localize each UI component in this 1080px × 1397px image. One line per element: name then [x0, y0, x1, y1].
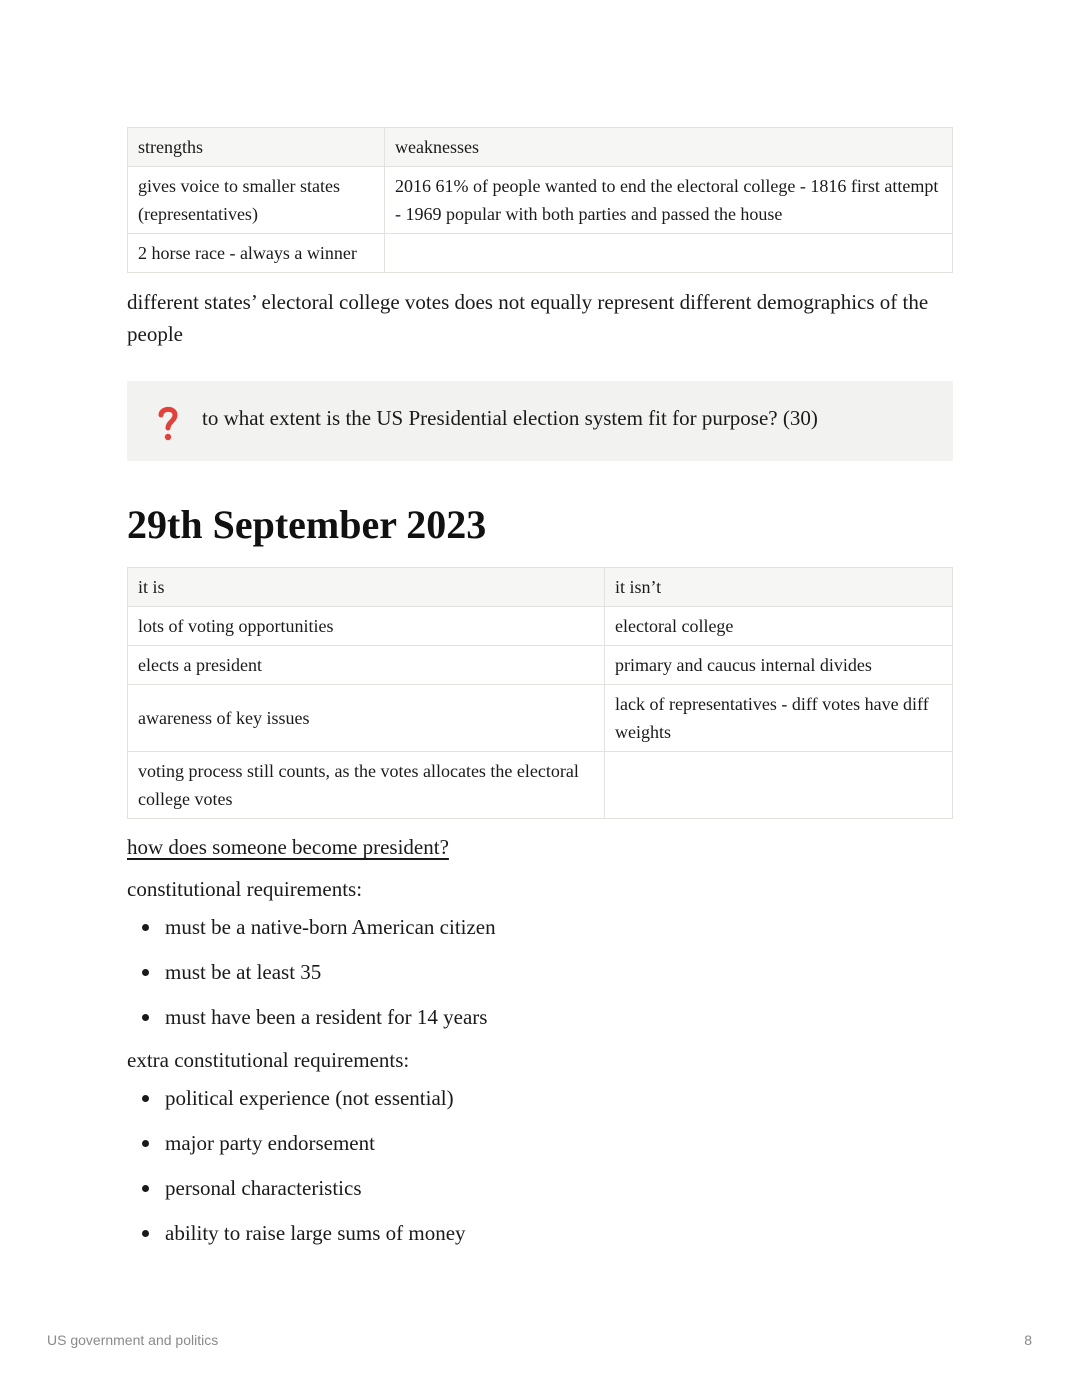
table-row [128, 646, 953, 685]
table-row [128, 234, 953, 273]
table-cell: elects a president [128, 646, 605, 685]
table-cell: 2016 61% of people wanted to end the electoral college - 1816 first attempt - 1969 popular with both parties and passed the house [385, 167, 953, 234]
question-callout [127, 381, 953, 461]
table-header-cell: it isn’t [605, 568, 953, 607]
table-header-cell: strengths [128, 128, 385, 167]
extra-requirements-label: extra constitutional requirements: [127, 1048, 410, 1072]
table-row [128, 607, 953, 646]
table-row [128, 167, 953, 234]
table-cell [385, 234, 953, 273]
it-is-it-isnt-table [127, 567, 953, 819]
table-header-cell: it is [128, 568, 605, 607]
page-number: 8 [1024, 1332, 1032, 1348]
table-cell: lack of representatives - diff votes have diff weights [605, 685, 953, 752]
strengths-weaknesses-table [127, 127, 953, 273]
table-cell: gives voice to smaller states (representatives) [128, 167, 385, 234]
table-cell [605, 752, 953, 819]
question-mark-icon [153, 403, 183, 443]
electoral-college-note: different states’ electoral college votes does not equally represent different demographics of the people [127, 290, 929, 346]
callout-text: to what extent is the US Presidential election system fit for purpose? (30) [202, 406, 818, 430]
list-item: ability to raise large sums of money [165, 1217, 953, 1249]
list-item: political experience (not essential) [165, 1082, 953, 1114]
table-row [128, 685, 953, 752]
list-item: must be at least 35 [165, 956, 953, 988]
table-header-row [128, 128, 953, 167]
table-cell: lots of voting opportunities [128, 607, 605, 646]
table-header-row [128, 568, 953, 607]
table-cell: primary and caucus internal divides [605, 646, 953, 685]
date-heading: 29th September 2023 [127, 502, 487, 547]
list-item: personal characteristics [165, 1172, 953, 1204]
table-cell: voting process still counts, as the votes allocates the electoral college votes [128, 752, 605, 819]
table-cell: 2 horse race - always a winner [128, 234, 385, 273]
footer-title: US government and politics [47, 1332, 219, 1348]
table-cell: awareness of key issues [128, 685, 605, 752]
list-item: major party endorsement [165, 1127, 953, 1159]
table-cell: electoral college [605, 607, 953, 646]
table-header-cell: weaknesses [385, 128, 953, 167]
list-item: must be a native-born American citizen [165, 911, 953, 943]
constitutional-requirements-label: constitutional requirements: [127, 877, 363, 901]
table-row [128, 752, 953, 819]
become-president-link[interactable]: how does someone become president? [127, 835, 449, 859]
page-content [127, 127, 953, 1262]
constitutional-requirements-list [127, 911, 953, 1033]
extra-requirements-list [127, 1082, 953, 1249]
list-item: must have been a resident for 14 years [165, 1001, 953, 1033]
